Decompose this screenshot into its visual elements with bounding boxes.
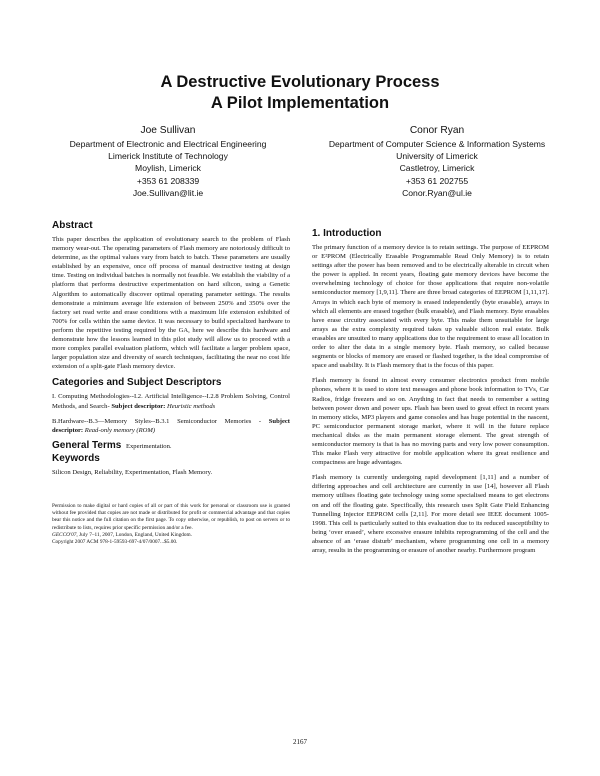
conference-name: GECCO'07,	[52, 531, 78, 538]
category-subject-value: Read-only memory (ROM)	[84, 426, 156, 434]
abstract-heading: Abstract	[52, 220, 93, 231]
author-department: Department of Computer Science & Information Systems	[328, 139, 546, 149]
author-2	[302, 124, 572, 199]
author-phone: +353 61 202755	[405, 175, 469, 186]
introduction-paragraph-1: The primary function of a memory device is to retain settings. The purpose of EEPROM or E²PROM (Electrically Erasable Programmable Read Only Memory) is to retain settings after the power has been removed and to be electrically alterable in circuit when the power is applied. In recent years, floating gate memory devices have become the overwhelming technology of choice for those applications that require non-volatile semiconductor memory [1,9,11]. There are three broad categories of EEPROM [1,11,17]. Arrays in which each byte of memory is erased independently (byte erasable), arrays in which all elements are erased together (bulk erasable), and Flash memory. Byte erasables have erase circuitry associated with every byte. This make them unsuitable for large arrays as the extra complexity required takes up valuable silicon real estate. Bulk erasables are unsuited to many applications due to the requirement to erase all location in order to alter the data in a single memory byte. Flash memory, so called because segments or blocks of memory are erased or flashed together, is the ideal compromise of space and usability. It is Flash memory that is the focus of this paper.	[312, 244, 549, 370]
author-department: Department of Electronic and Electrical Engineering	[69, 139, 267, 149]
author-address: Castletroy, Limerick	[399, 163, 475, 174]
category-subject-label: Subject descriptor:	[52, 417, 290, 434]
author-email: Conor.Ryan@ul.ie	[402, 187, 472, 198]
left-column	[52, 220, 290, 546]
author-phone: +353 61 208339	[136, 175, 200, 186]
keywords-text: Silicon Design, Reliability, Experimentation, Flash Memory.	[52, 468, 213, 476]
introduction-paragraph-2: Flash memory is found in almost every consumer electronics product from mobile phones, where it is used to store text messages and phone book information to TVs, Car Radios, fridge freezers and so on. Anything in fact that needs to remember a setting between power down and power ups. Flash has been used to great effect in recent years in memory sticks, MP3 players and game consoles and has huge potential in the nascent, PC semiconductor permanent storage market, where it will in the future replace mechanical disks as the main permanent storage element. The great strength of semiconductor memory is that is has no moving parts and very low power consumption. This make Flash very attractive for mobile application where its great resilience and compactness are huge advantages.	[312, 377, 549, 467]
author-institution: University of Limerick	[396, 151, 478, 162]
keywords-heading: Keywords	[52, 452, 100, 464]
category-descriptor-1	[52, 392, 290, 410]
category-subject-label: Subject descriptor:	[111, 402, 166, 410]
category-path: I. Computing Methodologies--I.2. Artificial Intelligence--I.2.8 Problem Solving, Control Methods, and Search-	[52, 393, 290, 410]
category-subject-value: Heuristic methods	[167, 402, 216, 410]
author-name: Conor Ryan	[409, 125, 465, 136]
permission-notice	[52, 503, 290, 546]
conference-info	[52, 532, 290, 539]
title-line-2: A Pilot Implementation	[210, 94, 390, 112]
author-1	[33, 124, 303, 199]
general-terms-heading: General Terms	[52, 439, 122, 451]
category-descriptor-2	[52, 417, 290, 435]
general-terms	[52, 441, 290, 451]
right-column	[312, 228, 549, 561]
abstract-text: This paper describes the application of evolutionary search to the problem of Flash memory wear-out. The operating parameters of Flash memory are notoriously difficult to determine, as the optimal values vary from batch to batch. These parameters are usually established by an expensive, once off process of manual destructive testing at design time. Testing on individual batches is normally not feasible. We establish the viability of a platform that performs destructive experimentation on hard silicon, using a Genetic Algorithm to automatically discover optimal operating parameter settings. The results demonstrate a minimum average life extension of between 250% and 350% over the factory set read write and erase conditions with a maximum life extension exhibited of 700% for cells within the same device. It was necessary to build specialized hardware to perform the repetitive testing required by the GA, here we describe this hardware and demonstrate how the lessons learned in this pilot study will allow us to proceed with a more complex parallel evaluation platform, which will facilitate a larger problem space, larger population size and diversity of search techniques, facilitating the near no cost life extension of a split-gate Flash memory device.	[52, 236, 290, 371]
author-address: Moylish, Limerick	[135, 163, 201, 174]
introduction-paragraph-3: Flash memory is currently undergoing rapid development [1,11] and a number of differing approaches and cell architecture are currently in use [14], however all Flash memory utilises floating gate technology using some specialised means to get electrons on and off the floating gate. Specifically, this research uses Split Gate Field Enhancing Tunnelling Injector EEPROM cells [2,11]. For more detail see IEEE document 1005-1998. This cell is particularly suited to this evaluation due to its reduced susceptibility to being ‘over erased’, where excessive erasure inhibits reprogramming of the cell and the absence of an ‘erase disturb’ mechanism, where programming one cell in a memory array, results in the programming or erasure of another nearby. Furthermore program	[312, 474, 549, 554]
page-number: 2167	[293, 738, 307, 746]
conference-details: July 7–11, 2007, London, England, United Kingdom.	[79, 531, 192, 538]
copyright-line: Copyright 2007 ACM 978-1-59593-697-4/07/0007...$5.00.	[52, 538, 178, 545]
author-email: Joe.Sullivan@lit.ie	[132, 187, 204, 198]
paper-title	[0, 72, 600, 114]
permission-text: Permission to make digital or hard copies of all or part of this work for personal or classroom use is granted without fee provided that copies are not made or distributed for profit or commercial advantage and that copies bear this notice and the full citation on the first page. To copy otherwise, or republish, to post on servers or to redistribute to lists, requires prior specific permission and/or a fee.	[52, 502, 290, 531]
general-terms-text: Experimentation.	[125, 442, 172, 450]
category-path: B.Hardware--B.3—Memory Styles--B.3.1 Semiconductor Memories -	[52, 417, 262, 425]
title-line-1: A Destructive Evolutionary Process	[160, 73, 440, 91]
introduction-heading: 1. Introduction	[312, 228, 382, 239]
author-institution: Limerick Institute of Technology	[108, 151, 228, 162]
categories-heading: Categories and Subject Descriptors	[52, 377, 222, 389]
author-name: Joe Sullivan	[140, 125, 196, 136]
